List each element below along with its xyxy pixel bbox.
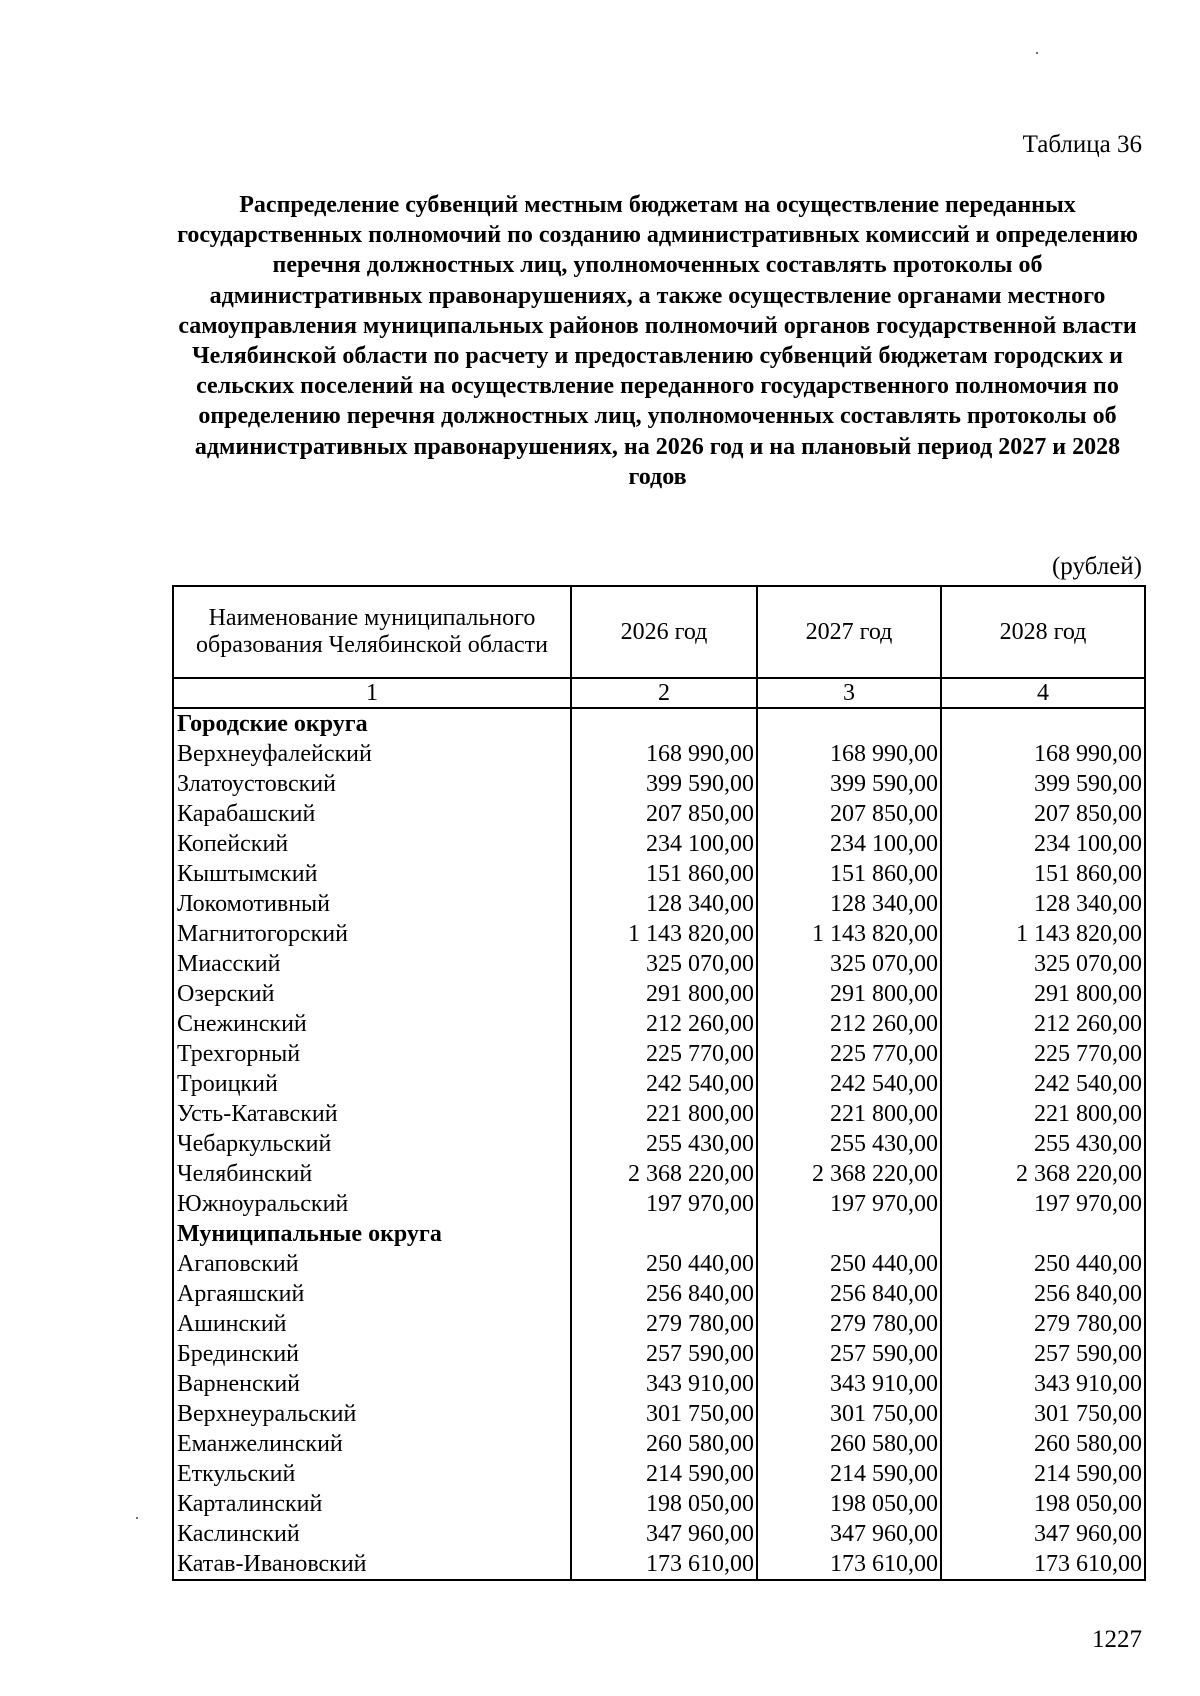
municipality-name: Локомотивный [173,889,571,919]
column-number: 2 [571,678,757,708]
amount-2026: 260 580,00 [571,1429,757,1459]
section-row [173,708,1145,739]
amount-2026: 168 990,00 [571,739,757,769]
municipality-name: Карабашский [173,799,571,829]
table-row [173,1429,1145,1459]
municipality-name: Аргаяшский [173,1279,571,1309]
amount-2028: 128 340,00 [941,889,1145,919]
document-title: Распределение субвенций местным бюджетам на осуществление переданных государственных полномочий по созданию административных комиссий и определению перечня должностных лиц, уполномоченных составлять протоколы об административных правонарушениях, а также осуществление органами местного самоуправления муниципальных районов полномочий органов государственной власти Челябинской области по расчету и предоставлению субвенций бюджетам городских и сельских поселений на осуществление переданного государственного полномочия по определению перечня должностных лиц, уполномоченных составлять протоколы об административных правонарушениях, на 2026 год и на плановый период 2027 и 2028 годов [177,192,1138,490]
amount-2028: 301 750,00 [941,1399,1145,1429]
amount-2027: 221 800,00 [757,1099,941,1129]
municipality-name: Южноуральский [173,1189,571,1219]
municipality-name: Челябинский [173,1159,571,1189]
municipality-name: Магнитогорский [173,919,571,949]
amount-2026: 197 970,00 [571,1189,757,1219]
amount-2027: 256 840,00 [757,1279,941,1309]
municipality-name: Усть-Катавский [173,1099,571,1129]
section-heading: Муниципальные округа [173,1219,571,1249]
empty-cell [757,708,941,739]
amount-2027: 225 770,00 [757,1039,941,1069]
amount-2027: 212 260,00 [757,1009,941,1039]
municipality-name: Верхнеуральский [173,1399,571,1429]
table-row [173,1459,1145,1489]
table-row [173,1549,1145,1580]
empty-cell [571,1219,757,1249]
amount-2028: 279 780,00 [941,1309,1145,1339]
amount-2026: 301 750,00 [571,1399,757,1429]
amount-2028: 234 100,00 [941,829,1145,859]
amount-2028: 291 800,00 [941,979,1145,1009]
municipality-name: Варненский [173,1369,571,1399]
municipality-name: Ашинский [173,1309,571,1339]
municipality-name: Кыштымский [173,859,571,889]
amount-2027: 260 580,00 [757,1429,941,1459]
empty-cell [941,708,1145,739]
table-row [173,1399,1145,1429]
amount-2028: 207 850,00 [941,799,1145,829]
section-row [173,1219,1145,1249]
column-number: 4 [941,678,1145,708]
municipality-name: Трехгорный [173,1039,571,1069]
table-row [173,919,1145,949]
table-row [173,1519,1145,1549]
amount-2028: 198 050,00 [941,1489,1145,1519]
amount-2028: 250 440,00 [941,1249,1145,1279]
amount-2028: 173 610,00 [941,1549,1145,1580]
column-header-2026: 2026 год [571,586,757,678]
amount-2027: 343 910,00 [757,1369,941,1399]
amount-2028: 151 860,00 [941,859,1145,889]
amount-2026: 151 860,00 [571,859,757,889]
section-heading: Городские округа [173,708,571,739]
amount-2027: 1 143 820,00 [757,919,941,949]
amount-2026: 250 440,00 [571,1249,757,1279]
column-number: 3 [757,678,941,708]
table-row [173,979,1145,1009]
table-row [173,1009,1145,1039]
amount-2028: 197 970,00 [941,1189,1145,1219]
table-row [173,1069,1145,1099]
table-row [173,1189,1145,1219]
table-row [173,1159,1145,1189]
scan-speck [1036,52,1038,54]
amount-2026: 255 430,00 [571,1129,757,1159]
amount-2028: 214 590,00 [941,1459,1145,1489]
municipality-name: Озерский [173,979,571,1009]
units-label: (рублей) [1051,553,1142,580]
amount-2027: 242 540,00 [757,1069,941,1099]
amount-2026: 1 143 820,00 [571,919,757,949]
amount-2027: 207 850,00 [757,799,941,829]
municipality-name: Еткульский [173,1459,571,1489]
amount-2026: 291 800,00 [571,979,757,1009]
amount-2028: 399 590,00 [941,769,1145,799]
amount-2027: 197 970,00 [757,1189,941,1219]
amount-2026: 128 340,00 [571,889,757,919]
amount-2026: 279 780,00 [571,1309,757,1339]
amount-2027: 250 440,00 [757,1249,941,1279]
amount-2027: 234 100,00 [757,829,941,859]
amount-2028: 1 143 820,00 [941,919,1145,949]
amount-2028: 242 540,00 [941,1069,1145,1099]
municipality-name: Верхнеуфалейский [173,739,571,769]
table-row [173,1039,1145,1069]
table-row [173,1249,1145,1279]
amount-2028: 212 260,00 [941,1009,1145,1039]
amount-2026: 214 590,00 [571,1459,757,1489]
amount-2028: 168 990,00 [941,739,1145,769]
amount-2027: 214 590,00 [757,1459,941,1489]
table-row [173,949,1145,979]
municipality-name: Карталинский [173,1489,571,1519]
amount-2028: 255 430,00 [941,1129,1145,1159]
amount-2028: 2 368 220,00 [941,1159,1145,1189]
amount-2026: 257 590,00 [571,1339,757,1369]
amount-2026: 343 910,00 [571,1369,757,1399]
amount-2028: 257 590,00 [941,1339,1145,1369]
amount-2028: 256 840,00 [941,1279,1145,1309]
subvention-table [172,585,1146,1581]
amount-2027: 173 610,00 [757,1549,941,1580]
amount-2026: 325 070,00 [571,949,757,979]
municipality-name: Троицкий [173,1069,571,1099]
table-row [173,1099,1145,1129]
amount-2027: 198 050,00 [757,1489,941,1519]
page-number: 1227 [1092,1626,1142,1653]
table-row [173,1129,1145,1159]
table-row [173,1279,1145,1309]
amount-2027: 255 430,00 [757,1129,941,1159]
amount-2027: 291 800,00 [757,979,941,1009]
municipality-name: Миасский [173,949,571,979]
amount-2028: 343 910,00 [941,1369,1145,1399]
municipality-name: Каслинский [173,1519,571,1549]
amount-2027: 128 340,00 [757,889,941,919]
municipality-name: Копейский [173,829,571,859]
table-row [173,1369,1145,1399]
municipality-name: Катав-Ивановский [173,1549,571,1580]
amount-2026: 399 590,00 [571,769,757,799]
table-row [173,889,1145,919]
amount-2027: 168 990,00 [757,739,941,769]
municipality-name: Снежинский [173,1009,571,1039]
column-number-row [173,678,1145,708]
table-row [173,829,1145,859]
table-header-row [173,586,1145,678]
amount-2027: 347 960,00 [757,1519,941,1549]
amount-2026: 173 610,00 [571,1549,757,1580]
amount-2028: 221 800,00 [941,1099,1145,1129]
municipality-name: Агаповский [173,1249,571,1279]
table-row [173,1309,1145,1339]
amount-2028: 260 580,00 [941,1429,1145,1459]
column-header-municipality: Наименование муниципального образования Челябинской области [173,586,571,678]
table-row [173,799,1145,829]
column-header-2027: 2027 год [757,586,941,678]
amount-2026: 242 540,00 [571,1069,757,1099]
empty-cell [757,1219,941,1249]
amount-2026: 2 368 220,00 [571,1159,757,1189]
table-body [173,708,1145,1580]
amount-2027: 399 590,00 [757,769,941,799]
municipality-name: Брединский [173,1339,571,1369]
table-row [173,739,1145,769]
amount-2027: 257 590,00 [757,1339,941,1369]
table-row [173,1489,1145,1519]
amount-2028: 225 770,00 [941,1039,1145,1069]
amount-2027: 301 750,00 [757,1399,941,1429]
column-number: 1 [173,678,571,708]
table-row [173,1339,1145,1369]
scan-speck [136,1517,138,1519]
amount-2026: 234 100,00 [571,829,757,859]
table-row [173,769,1145,799]
table-number-label: Таблица 36 [1022,131,1142,158]
amount-2028: 347 960,00 [941,1519,1145,1549]
empty-cell [941,1219,1145,1249]
table-row [173,859,1145,889]
municipality-name: Чебаркульский [173,1129,571,1159]
amount-2027: 279 780,00 [757,1309,941,1339]
municipality-name: Еманжелинский [173,1429,571,1459]
amount-2026: 256 840,00 [571,1279,757,1309]
amount-2026: 212 260,00 [571,1009,757,1039]
amount-2027: 2 368 220,00 [757,1159,941,1189]
amount-2026: 221 800,00 [571,1099,757,1129]
amount-2027: 151 860,00 [757,859,941,889]
amount-2026: 347 960,00 [571,1519,757,1549]
empty-cell [571,708,757,739]
municipality-name: Златоустовский [173,769,571,799]
column-header-2028: 2028 год [941,586,1145,678]
amount-2026: 207 850,00 [571,799,757,829]
amount-2026: 225 770,00 [571,1039,757,1069]
amount-2028: 325 070,00 [941,949,1145,979]
amount-2027: 325 070,00 [757,949,941,979]
amount-2026: 198 050,00 [571,1489,757,1519]
